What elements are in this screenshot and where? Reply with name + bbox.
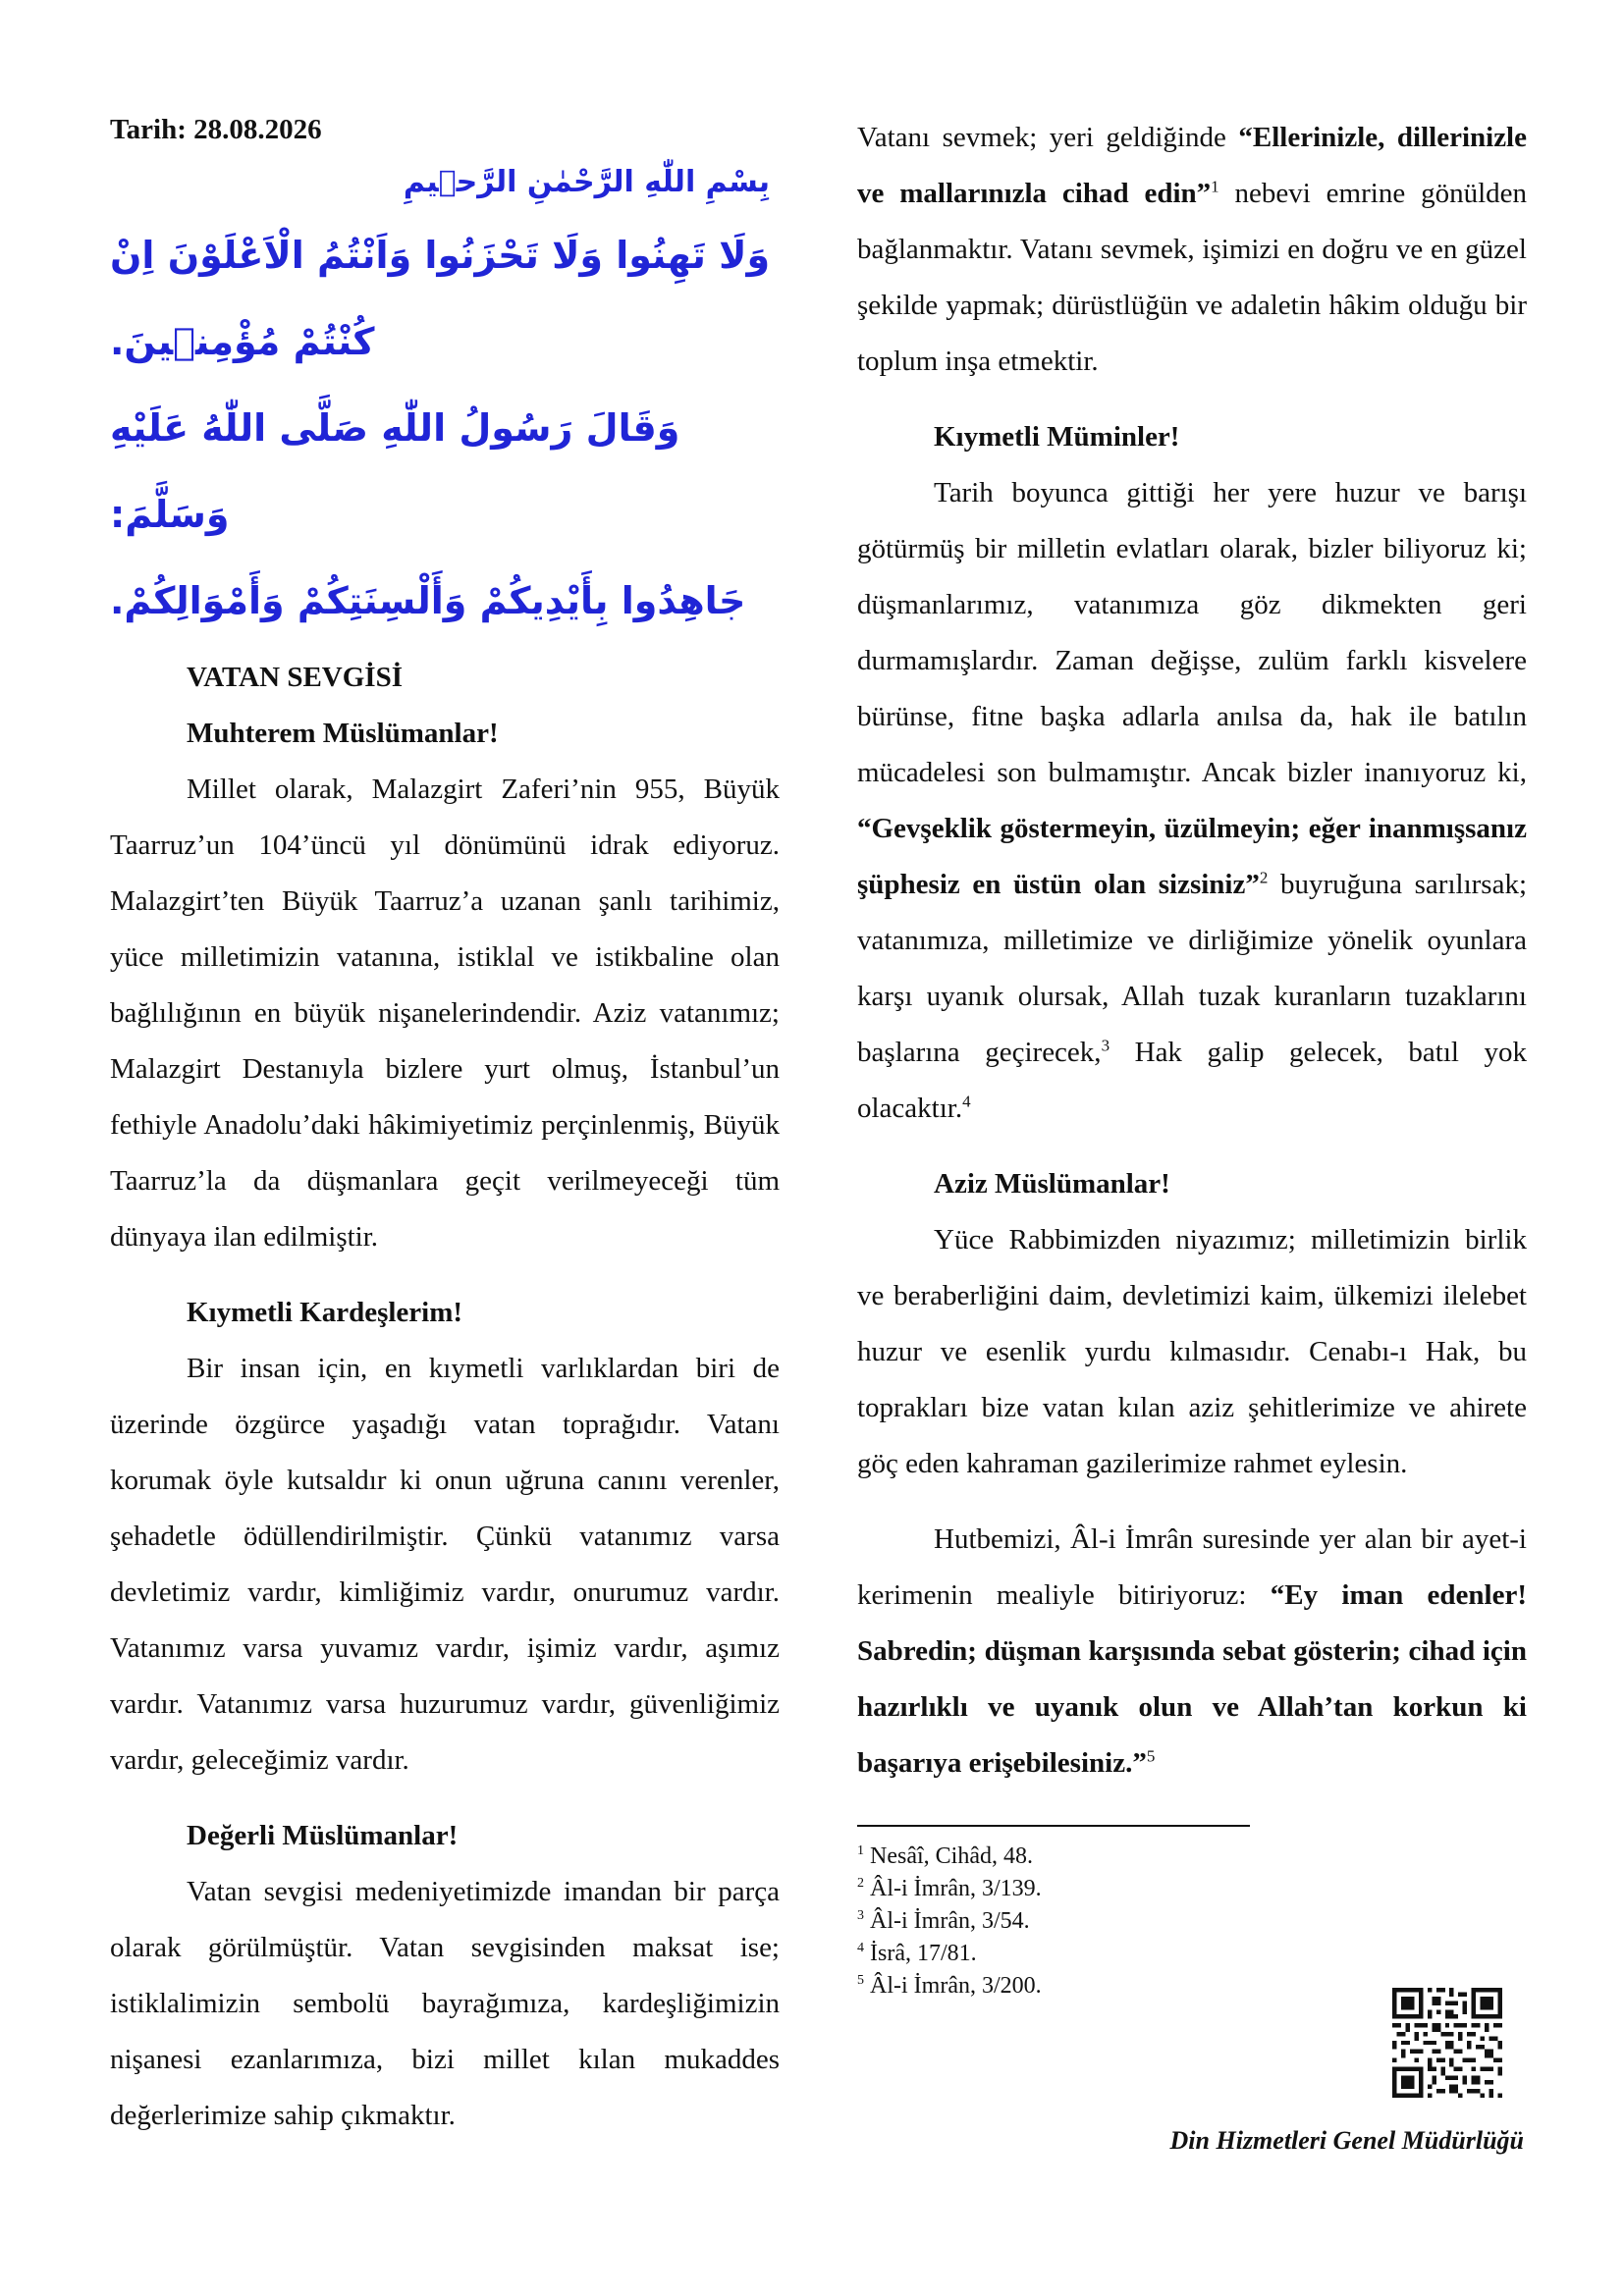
paragraph: Yüce Rabbimizden niyazımız; milletimizin birlik ve beraberliğini daim, devletimizi kaim, ülkemizi ilelebet huzur ve esenlik yurdu kılmasıdır. Cenabı-ı Hak, bu toprakları bize vatan kılan aziz şehitlerimize ve ahirete göç eden kahraman gazilerimize rahmet eylesin. [857,1224,1527,1479]
paragraph: Vatan sevgisi medeniyetimizde imandan bir parça olarak görülmüştür. Vatan sevgisinden maksat ise; istiklalimizin sembolü bayrağımıza, kardeşliğimizin nişanesi ezanlarımıza, bizi millet kılan mukaddes değerlerimize sahip çıkmaktır. [110,1876,780,2131]
sermon-date: Tarih: 28.08.2026 [110,114,322,145]
footnote-ref: 4 [962,1092,971,1111]
basmala-text: بِسْمِ اللّٰهِ الرَّحْمٰنِ الرَّحٖيمِ [403,165,770,199]
section-heading: Kıymetli Kardeşlerim! [187,1297,463,1328]
qr-code-icon[interactable] [1392,1988,1502,2098]
section-heading: Aziz Müslümanlar! [934,1168,1170,1200]
section-heading: Muhterem Müslümanlar! [187,718,499,749]
verse-quote: “Gevşeklik göstermeyin, üzülmeyin; eğer inanmışsanız şüphesiz en üstün olan sizsiniz” [857,813,1527,900]
paragraph: Tarih boyunca gittiği her yere huzur ve barışı götürmüş bir milletin evlatları olarak, bizler biliyoruz ki; düşmanlarımız, vatanımıza göz dikmekten geri durmamışlardır. Zaman değişse, zulüm farklı kisvelere bürünse, fitne başka adlarla anılsa da, hak ile batılın mücadelesi son bulmamıştır. Ancak bizler inanıyoruz ki, “Gevşeklik göstermeyin, üzülmeyin; eğer inanmışsanız şüphesiz en üstün olan sizsiniz”$^2$ buyruğuna sarılırsak; vatanımıza, milletimize ve dirliğimize yönelik oyunlara karşı uyanık olursak, Allah tuzak kuranların tuzaklarını başlarına geçirecek,$^3$ Hak galip gelecek, batıl yok olacaktır.$^4$ [857,477,1528,1124]
hadith-quote: “Ellerinizle, dillerinizle ve mallarınızla cihad edin” [857,122,1527,209]
paragraph: Bir insan için, en kıymetli varlıklardan biri de üzerinde özgürce yaşadığı vatan toprağıdır. Vatanı korumak öyle kutsaldır ki onun uğruna canını verenler, şehadetle ödüllendirilmiştir. Çünkü vatanımız varsa devletimiz vardır, kimliğimiz vardır, onurumuz vardır. Vatanımız varsa yuvamız vardır, işimiz vardır, aşımız vardır. Vatanımız varsa huzurumuz vardır, güvenliğimiz vardır, geleceğimiz vardır. [110,1353,780,1776]
footnote-ref: 1 [1211,177,1219,196]
footnote-ref: 2 [1259,868,1269,887]
right-column [857,110,1527,2002]
left-column [110,110,780,2144]
footnote-ref: 5 [1146,1746,1156,1766]
paragraph: Vatanı sevmek; yeri geldiğinde “Ellerinizle, dillerinizle ve mallarınızla cihad edin”$^1$ nebevi emrine gönülden bağlanmaktır. Vatanı sevmek, işimizi en doğru ve en güzel şekilde yapmak; dürüstlüğün ve adaletin hâkim olduğu bir toplum inşa etmektir. [857,122,1527,377]
paragraph: Hutbemizi, Âl-i İmrân suresinde yer alan bir ayet-i kerimenin mealiyle bitiriyoruz: “Ey iman edenler! Sabredin; düşman karşısında sebat gösterin; cihad için hazırlıklı ve uyanık olun ve Allah’tan korkun ki başarıya erişebilesiniz.”$^5$ [857,1523,1527,1779]
footnote-item: $^2$ Âl-i İmrân, 3/139. [857,1876,1042,1901]
footnotes [857,1841,1527,2002]
footnote-divider [857,1825,1250,1827]
section-heading: Kıymetli Müminler! [934,421,1180,453]
footnote-item: $^1$ Nesâî, Cihâd, 48. [857,1843,1033,1869]
page-title: VATAN SEVGİSİ [187,662,403,693]
arabic-hadith: جَاهِدُوا بِأَيْدِيكُمْ وَأَلْسِنَتِكُمْ وَأَمْوَالِكُمْ. [110,579,746,622]
footnote-item: $^4$ İsrâ, 17/81. [857,1941,977,1966]
paragraph: Millet olarak, Malazgirt Zaferi’nin 955, Büyük Taarruz’un 104’üncü yıl dönümünü idrak ediyoruz. Malazgirt’ten Büyük Taarruz’a uzanan şanlı tarihimiz, yüce milletimizin vatanına, istiklal ve istikbaline olan bağlılığının en büyük nişanelerindendir. Aziz vatanımız; Malazgirt Destanıyla bizlere yurt olmuş, İstanbul’un fethiyle Anadolu’daki hâkimiyetimiz perçinlenmiş, Büyük Taarruz’la da düşmanlara geçit verilmeyeceği tüm dünyaya ilan edilmiştir. [110,774,780,1253]
publisher-signature: Din Hizmetleri Genel Müdürlüğü [1169,2126,1524,2155]
footnote-ref: 3 [1101,1036,1110,1055]
arabic-hadith-intro: وَقَالَ رَسُولُ اللّٰهِ صَلَّى اللّٰهُ عَلَيْهِ وَسَلَّمَ: [110,406,680,536]
arabic-verse: وَلَا تَهِنُوا وَلَا تَحْزَنُوا وَاَنْتُمُ الْاَعْلَوْنَ اِنْ كُنْتُمْ مُؤْمِنٖينَ. [110,234,771,363]
section-heading: Değerli Müslümanlar! [187,1820,459,1851]
footnote-item: $^5$ Âl-i İmrân, 3/200. [857,1973,1042,1999]
closing-verse-quote: “Ey iman edenler! Sabredin; düşman karşısında sebat gösterin; cihad için hazırlıklı ve uyanık olun ve Allah’tan korkun ki başarıya erişebilesiniz.” [857,1579,1527,1779]
footnote-item: $^3$ Âl-i İmrân, 3/54. [857,1908,1030,1934]
